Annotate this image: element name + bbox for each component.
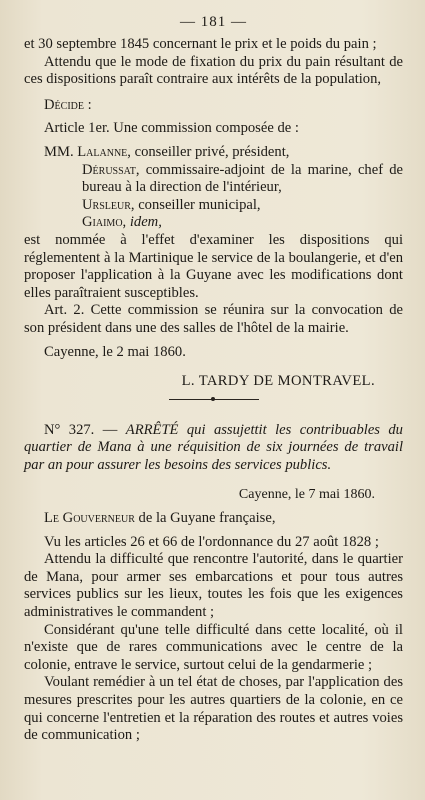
text-line-dates: et 30 septembre 1845 concernant le prix et le poids du pain ; [24,36,377,52]
member-sep-giaimo: , [122,214,130,231]
member-ursleur [24,197,403,215]
paragraph-attendu-pain: Attendu que le mode de fixation du prix du pain résultant de ces dispositions paraît contraire aux intérêts de la population, [24,53,403,88]
arrete-title-text: ARRÊTÉ qui assujettit les contribuables du quartier de Mana à une réquisition de six journées de travail par an pour assurer les besoins des services publics. [24,421,403,473]
member-idem-giaimo: idem, [129,214,162,231]
divider-dot [211,397,215,401]
paragraph-attendu: Attendu la difficulté que rencontre l'autorité, dans le quartier de Mana, pour armer ses embarcations et pour tous autres services publics sur les lieux, toutes les fois que les exigences administratives le commandent ; [24,551,403,621]
member-lalanne [24,144,403,162]
article-2: Art. 2. Cette commission se réunira sur la convocation de son président dans une des salles de l'hôtel de la mairie. [24,302,403,336]
member-role-ursleur: , conseiller municipal, [130,196,261,213]
arrete-title [24,422,403,475]
decide-heading [24,97,403,115]
paragraph-nommee: est nommée à l'effet d'examiner les dispositions qui réglementent à la Martinique le service de la boulangerie, et d'en proposer l'application à la Guyane avec les modifications dont elles paraîtraient susceptibles. [24,231,403,301]
signature: L. TARDY DE MONTRAVEL. [181,373,375,390]
member-name-giaimo: Giaimo [82,214,123,231]
paragraph-considerant: Considérant qu'une telle difficulté dans cette localité, où il n'existe que de rares communications avec le centre de la colonie, entrave le service, surtout celui de la gendarmerie ; [24,621,403,673]
member-name-ursleur: Ursleur [82,196,131,213]
member-role-lalanne: , conseiller privé, président, [127,143,290,160]
arrete-date: Cayenne, le 7 mai 1860. [238,487,375,503]
decide-label: Décide : [44,96,92,113]
member-role-derussat: , commissaire-adjoint de la marine, chef de bureau à la direction de l'intérieur, [82,161,403,196]
member-name-lalanne: Lalanne [77,143,128,160]
page-number: — 181 — [180,14,247,30]
place-date-1: Cayenne, le 2 mai 1860. [44,343,186,360]
member-derussat [24,162,403,197]
arrete-number: N° 327. [44,421,95,438]
paragraph-voulant: Voulant remédier à un tel état de choses, par l'application des mesures prescrites pour les autres quartiers de la colonie, en ce qui concerne l'entretien et la réparation des routes et autres voies de communication ; [24,674,403,744]
member-giaimo [24,214,403,232]
section-divider [169,399,259,400]
member-name-derussat: Dérussat [82,161,136,178]
article-1: Article 1er. Une commission composée de : [44,120,299,137]
gouverneur-rest: de la Guyane française, [134,510,276,527]
mm-prefix: MM. [44,143,74,160]
paragraph-vu: Vu les articles 26 et 66 de l'ordonnance du 27 août 1828 ; [44,533,379,550]
gouverneur-label: Le Gouverneur [44,510,135,527]
arrete-dash: — [94,421,126,438]
gouverneur-line [24,510,403,528]
